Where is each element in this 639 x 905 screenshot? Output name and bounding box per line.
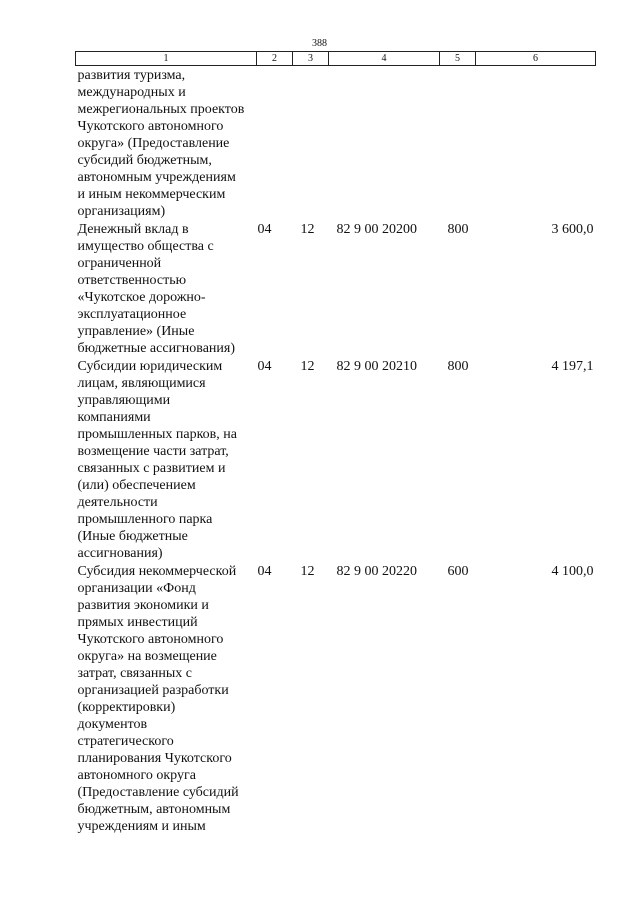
row-section: 04 — [257, 222, 272, 237]
row-amount: 3 600,0 — [551, 222, 594, 237]
row-expense-type — [440, 66, 476, 221]
row-section: 04 — [257, 564, 272, 579]
row-amount: 4 197,1 — [551, 359, 594, 374]
row-name: Субсидия некоммерческой организации «Фонд развития экономики и прямых инвестиций Чукотского автономного округа» на возмещение затрат, связанных с организацией разработки (корректировки) документов стратегического планирования Чукотского автономного округа (Предоставление субсидий бюджетным, автономным учреждениям и иным — [77, 564, 239, 834]
header-col-5: 5 — [440, 52, 476, 66]
row-name: Субсидии юридическим лицам, являющимися управляющими компаниями промышленных парков, на возмещение части затрат, связанных с развитием и (или) обеспечением деятельности промышленного парка (Иные бюджетные ассигнования) — [77, 359, 237, 561]
row-name: развития туризма, международных и межрегиональных проектов Чукотского автономного округа» (Предоставление субсидий бюджетным, автономным учреждениям и иным некоммерческим организациям) — [77, 68, 245, 219]
row-subsection — [293, 66, 329, 221]
header-col-3: 3 — [293, 52, 329, 66]
row-section: 04 — [257, 359, 272, 374]
row-expense-type: 600 — [447, 564, 469, 579]
row-expense-type: 800 — [447, 222, 469, 237]
table-row — [76, 220, 596, 357]
header-col-4: 4 — [329, 52, 440, 66]
row-target-article — [329, 66, 440, 221]
table-row — [76, 66, 596, 221]
row-target-article: 82 9 00 20210 — [336, 359, 417, 374]
row-name: Денежный вклад в имущество общества с ограниченной ответственностью «Чукотское дорожно- эксплуатационное управление» (Иные бюджетные ассигнования) — [77, 222, 236, 356]
row-section — [257, 66, 293, 221]
row-expense-type: 800 — [447, 359, 469, 374]
header-col-2: 2 — [257, 52, 293, 66]
row-subsection: 12 — [300, 564, 315, 579]
table-row — [76, 562, 596, 835]
budget-table — [75, 51, 596, 835]
row-amount: 4 100,0 — [551, 564, 594, 579]
header-col-1: 1 — [76, 52, 257, 66]
header-row — [76, 52, 596, 66]
table-row — [76, 357, 596, 562]
header-col-6: 6 — [476, 52, 596, 66]
row-amount — [476, 66, 596, 221]
table-header — [76, 52, 596, 66]
row-target-article: 82 9 00 20200 — [336, 222, 417, 237]
row-target-article: 82 9 00 20220 — [336, 564, 417, 579]
page-number: 388 — [312, 38, 327, 49]
table-body — [76, 66, 596, 836]
row-subsection: 12 — [300, 359, 315, 374]
row-subsection: 12 — [300, 222, 315, 237]
